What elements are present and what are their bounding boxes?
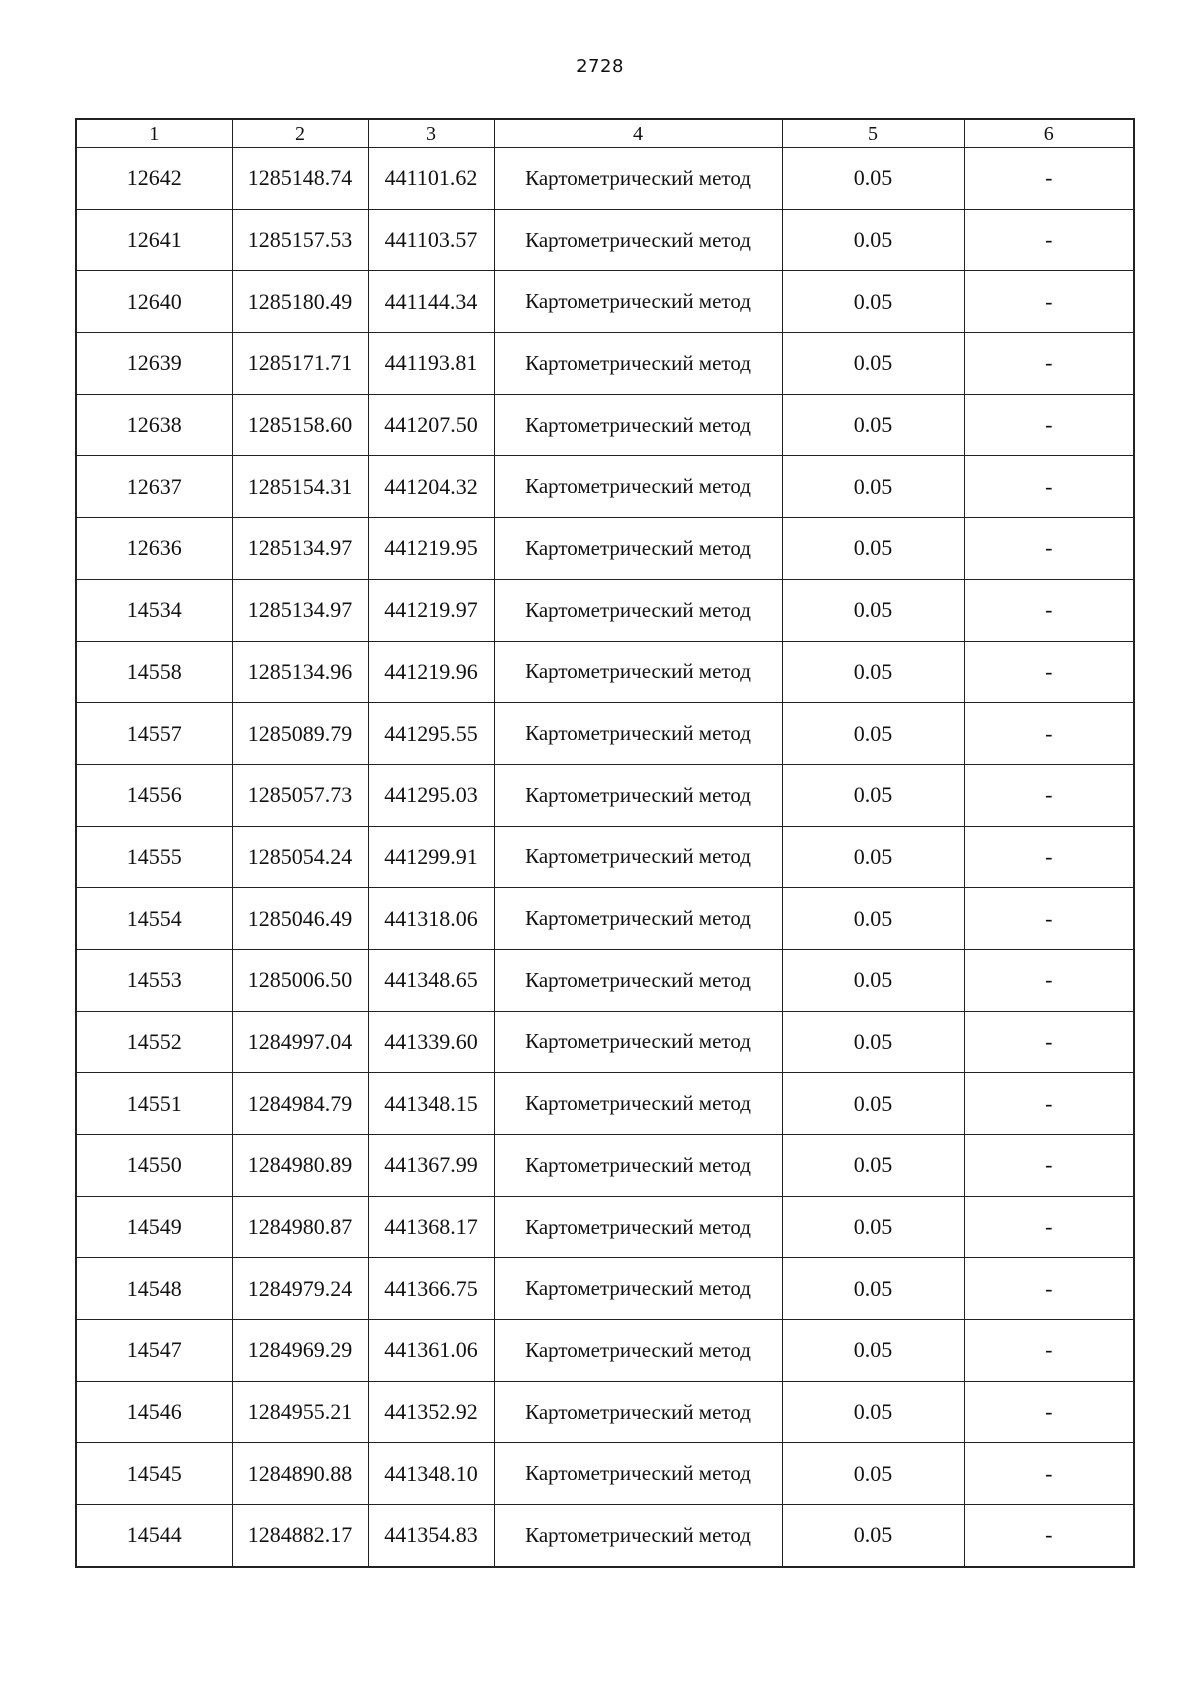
cell-method: Картометрический метод bbox=[494, 888, 782, 950]
cell-accuracy: 0.05 bbox=[782, 579, 964, 641]
cell-accuracy: 0.05 bbox=[782, 1320, 964, 1382]
table-row bbox=[76, 456, 1134, 518]
cell-x-coordinate: 1284980.87 bbox=[232, 1196, 368, 1258]
cell-note: - bbox=[964, 518, 1134, 580]
cell-y-coordinate: 441366.75 bbox=[368, 1258, 494, 1320]
cell-y-coordinate: 441367.99 bbox=[368, 1135, 494, 1197]
cell-y-coordinate: 441348.65 bbox=[368, 949, 494, 1011]
cell-note: - bbox=[964, 1135, 1134, 1197]
cell-note: - bbox=[964, 1381, 1134, 1443]
cell-method: Картометрический метод bbox=[494, 1258, 782, 1320]
cell-point-number: 14549 bbox=[76, 1196, 232, 1258]
cell-x-coordinate: 1285180.49 bbox=[232, 271, 368, 333]
cell-note: - bbox=[964, 333, 1134, 395]
cell-accuracy: 0.05 bbox=[782, 764, 964, 826]
cell-method: Картометрический метод bbox=[494, 579, 782, 641]
column-header-1: 1 bbox=[76, 119, 232, 148]
cell-y-coordinate: 441352.92 bbox=[368, 1381, 494, 1443]
cell-accuracy: 0.05 bbox=[782, 271, 964, 333]
cell-method: Картометрический метод bbox=[494, 333, 782, 395]
cell-note: - bbox=[964, 456, 1134, 518]
cell-point-number: 12639 bbox=[76, 333, 232, 395]
cell-x-coordinate: 1285148.74 bbox=[232, 148, 368, 210]
cell-method: Картометрический метод bbox=[494, 394, 782, 456]
table-header-row bbox=[76, 119, 1134, 148]
cell-point-number: 14545 bbox=[76, 1443, 232, 1505]
cell-y-coordinate: 441204.32 bbox=[368, 456, 494, 518]
cell-method: Картометрический метод bbox=[494, 1443, 782, 1505]
cell-accuracy: 0.05 bbox=[782, 209, 964, 271]
table-row bbox=[76, 1320, 1134, 1382]
cell-point-number: 14534 bbox=[76, 579, 232, 641]
cell-method: Картометрический метод bbox=[494, 1073, 782, 1135]
cell-method: Картометрический метод bbox=[494, 949, 782, 1011]
table-row bbox=[76, 641, 1134, 703]
cell-note: - bbox=[964, 148, 1134, 210]
cell-method: Картометрический метод bbox=[494, 641, 782, 703]
cell-note: - bbox=[964, 1320, 1134, 1382]
table-row bbox=[76, 1505, 1134, 1567]
cell-x-coordinate: 1284955.21 bbox=[232, 1381, 368, 1443]
cell-y-coordinate: 441339.60 bbox=[368, 1011, 494, 1073]
cell-accuracy: 0.05 bbox=[782, 1135, 964, 1197]
column-header-4: 4 bbox=[494, 119, 782, 148]
cell-x-coordinate: 1284969.29 bbox=[232, 1320, 368, 1382]
cell-method: Картометрический метод bbox=[494, 703, 782, 765]
cell-x-coordinate: 1284979.24 bbox=[232, 1258, 368, 1320]
table-row bbox=[76, 949, 1134, 1011]
cell-point-number: 14550 bbox=[76, 1135, 232, 1197]
cell-point-number: 14551 bbox=[76, 1073, 232, 1135]
cell-note: - bbox=[964, 394, 1134, 456]
cell-y-coordinate: 441219.97 bbox=[368, 579, 494, 641]
cell-method: Картометрический метод bbox=[494, 456, 782, 518]
cell-point-number: 14553 bbox=[76, 949, 232, 1011]
table-row bbox=[76, 826, 1134, 888]
cell-y-coordinate: 441361.06 bbox=[368, 1320, 494, 1382]
cell-x-coordinate: 1284980.89 bbox=[232, 1135, 368, 1197]
cell-x-coordinate: 1285089.79 bbox=[232, 703, 368, 765]
cell-x-coordinate: 1285134.96 bbox=[232, 641, 368, 703]
cell-point-number: 14546 bbox=[76, 1381, 232, 1443]
cell-accuracy: 0.05 bbox=[782, 826, 964, 888]
cell-accuracy: 0.05 bbox=[782, 394, 964, 456]
cell-y-coordinate: 441354.83 bbox=[368, 1505, 494, 1567]
cell-x-coordinate: 1284984.79 bbox=[232, 1073, 368, 1135]
cell-x-coordinate: 1285171.71 bbox=[232, 333, 368, 395]
cell-accuracy: 0.05 bbox=[782, 703, 964, 765]
table-row bbox=[76, 209, 1134, 271]
cell-method: Картометрический метод bbox=[494, 209, 782, 271]
table-row bbox=[76, 148, 1134, 210]
table-row bbox=[76, 1381, 1134, 1443]
cell-note: - bbox=[964, 1258, 1134, 1320]
cell-accuracy: 0.05 bbox=[782, 641, 964, 703]
cell-x-coordinate: 1284890.88 bbox=[232, 1443, 368, 1505]
cell-method: Картометрический метод bbox=[494, 1320, 782, 1382]
table-row bbox=[76, 703, 1134, 765]
column-header-2: 2 bbox=[232, 119, 368, 148]
cell-x-coordinate: 1284997.04 bbox=[232, 1011, 368, 1073]
cell-x-coordinate: 1285057.73 bbox=[232, 764, 368, 826]
cell-y-coordinate: 441101.62 bbox=[368, 148, 494, 210]
cell-accuracy: 0.05 bbox=[782, 1011, 964, 1073]
table-row bbox=[76, 271, 1134, 333]
column-header-3: 3 bbox=[368, 119, 494, 148]
cell-y-coordinate: 441103.57 bbox=[368, 209, 494, 271]
cell-method: Картометрический метод bbox=[494, 826, 782, 888]
cell-y-coordinate: 441318.06 bbox=[368, 888, 494, 950]
cell-note: - bbox=[964, 641, 1134, 703]
cell-note: - bbox=[964, 764, 1134, 826]
table-row bbox=[76, 394, 1134, 456]
cell-note: - bbox=[964, 271, 1134, 333]
table-row bbox=[76, 579, 1134, 641]
cell-accuracy: 0.05 bbox=[782, 1505, 964, 1567]
cell-y-coordinate: 441299.91 bbox=[368, 826, 494, 888]
cell-accuracy: 0.05 bbox=[782, 1196, 964, 1258]
table-row bbox=[76, 1196, 1134, 1258]
cell-x-coordinate: 1285154.31 bbox=[232, 456, 368, 518]
table-row bbox=[76, 888, 1134, 950]
cell-x-coordinate: 1285134.97 bbox=[232, 518, 368, 580]
cell-accuracy: 0.05 bbox=[782, 888, 964, 950]
cell-point-number: 14558 bbox=[76, 641, 232, 703]
cell-note: - bbox=[964, 826, 1134, 888]
cell-point-number: 14548 bbox=[76, 1258, 232, 1320]
table-row bbox=[76, 333, 1134, 395]
cell-x-coordinate: 1285046.49 bbox=[232, 888, 368, 950]
cell-accuracy: 0.05 bbox=[782, 1443, 964, 1505]
cell-accuracy: 0.05 bbox=[782, 518, 964, 580]
cell-method: Картометрический метод bbox=[494, 1135, 782, 1197]
cell-x-coordinate: 1285157.53 bbox=[232, 209, 368, 271]
table-row bbox=[76, 764, 1134, 826]
cell-point-number: 12638 bbox=[76, 394, 232, 456]
table-row bbox=[76, 1073, 1134, 1135]
cell-note: - bbox=[964, 949, 1134, 1011]
cell-note: - bbox=[964, 1196, 1134, 1258]
cell-note: - bbox=[964, 703, 1134, 765]
cell-y-coordinate: 441295.55 bbox=[368, 703, 494, 765]
cell-method: Картометрический метод bbox=[494, 148, 782, 210]
cell-y-coordinate: 441207.50 bbox=[368, 394, 494, 456]
cell-y-coordinate: 441193.81 bbox=[368, 333, 494, 395]
cell-point-number: 14555 bbox=[76, 826, 232, 888]
cell-point-number: 12637 bbox=[76, 456, 232, 518]
table-row bbox=[76, 1011, 1134, 1073]
page-number: 2728 bbox=[576, 56, 624, 77]
cell-method: Картометрический метод bbox=[494, 271, 782, 333]
cell-x-coordinate: 1285054.24 bbox=[232, 826, 368, 888]
cell-point-number: 12636 bbox=[76, 518, 232, 580]
table-row bbox=[76, 518, 1134, 580]
cell-point-number: 14554 bbox=[76, 888, 232, 950]
cell-point-number: 14556 bbox=[76, 764, 232, 826]
cell-point-number: 14547 bbox=[76, 1320, 232, 1382]
cell-method: Картометрический метод bbox=[494, 1196, 782, 1258]
cell-note: - bbox=[964, 1073, 1134, 1135]
cell-y-coordinate: 441348.15 bbox=[368, 1073, 494, 1135]
cell-y-coordinate: 441219.95 bbox=[368, 518, 494, 580]
cell-note: - bbox=[964, 1505, 1134, 1567]
cell-note: - bbox=[964, 209, 1134, 271]
table-row bbox=[76, 1443, 1134, 1505]
cell-accuracy: 0.05 bbox=[782, 949, 964, 1011]
cell-accuracy: 0.05 bbox=[782, 1073, 964, 1135]
cell-point-number: 12642 bbox=[76, 148, 232, 210]
cell-y-coordinate: 441144.34 bbox=[368, 271, 494, 333]
cell-y-coordinate: 441295.03 bbox=[368, 764, 494, 826]
cell-method: Картометрический метод bbox=[494, 764, 782, 826]
table-row bbox=[76, 1135, 1134, 1197]
cell-x-coordinate: 1285158.60 bbox=[232, 394, 368, 456]
cell-note: - bbox=[964, 579, 1134, 641]
cell-x-coordinate: 1285134.97 bbox=[232, 579, 368, 641]
cell-point-number: 12641 bbox=[76, 209, 232, 271]
cell-method: Картометрический метод bbox=[494, 1381, 782, 1443]
column-header-6: 6 bbox=[964, 119, 1134, 148]
cell-y-coordinate: 441348.10 bbox=[368, 1443, 494, 1505]
cell-method: Картометрический метод bbox=[494, 1011, 782, 1073]
cell-point-number: 14552 bbox=[76, 1011, 232, 1073]
cell-accuracy: 0.05 bbox=[782, 1381, 964, 1443]
cell-note: - bbox=[964, 1443, 1134, 1505]
cell-accuracy: 0.05 bbox=[782, 1258, 964, 1320]
cell-method: Картометрический метод bbox=[494, 1505, 782, 1567]
table-body bbox=[76, 148, 1134, 1567]
cell-accuracy: 0.05 bbox=[782, 333, 964, 395]
cell-method: Картометрический метод bbox=[494, 518, 782, 580]
cell-note: - bbox=[964, 888, 1134, 950]
cell-x-coordinate: 1284882.17 bbox=[232, 1505, 368, 1567]
cell-point-number: 14544 bbox=[76, 1505, 232, 1567]
cell-x-coordinate: 1285006.50 bbox=[232, 949, 368, 1011]
cell-point-number: 14557 bbox=[76, 703, 232, 765]
cell-y-coordinate: 441219.96 bbox=[368, 641, 494, 703]
column-header-5: 5 bbox=[782, 119, 964, 148]
coordinates-table bbox=[75, 118, 1135, 1568]
table-row bbox=[76, 1258, 1134, 1320]
cell-note: - bbox=[964, 1011, 1134, 1073]
cell-accuracy: 0.05 bbox=[782, 456, 964, 518]
cell-accuracy: 0.05 bbox=[782, 148, 964, 210]
cell-point-number: 12640 bbox=[76, 271, 232, 333]
cell-y-coordinate: 441368.17 bbox=[368, 1196, 494, 1258]
